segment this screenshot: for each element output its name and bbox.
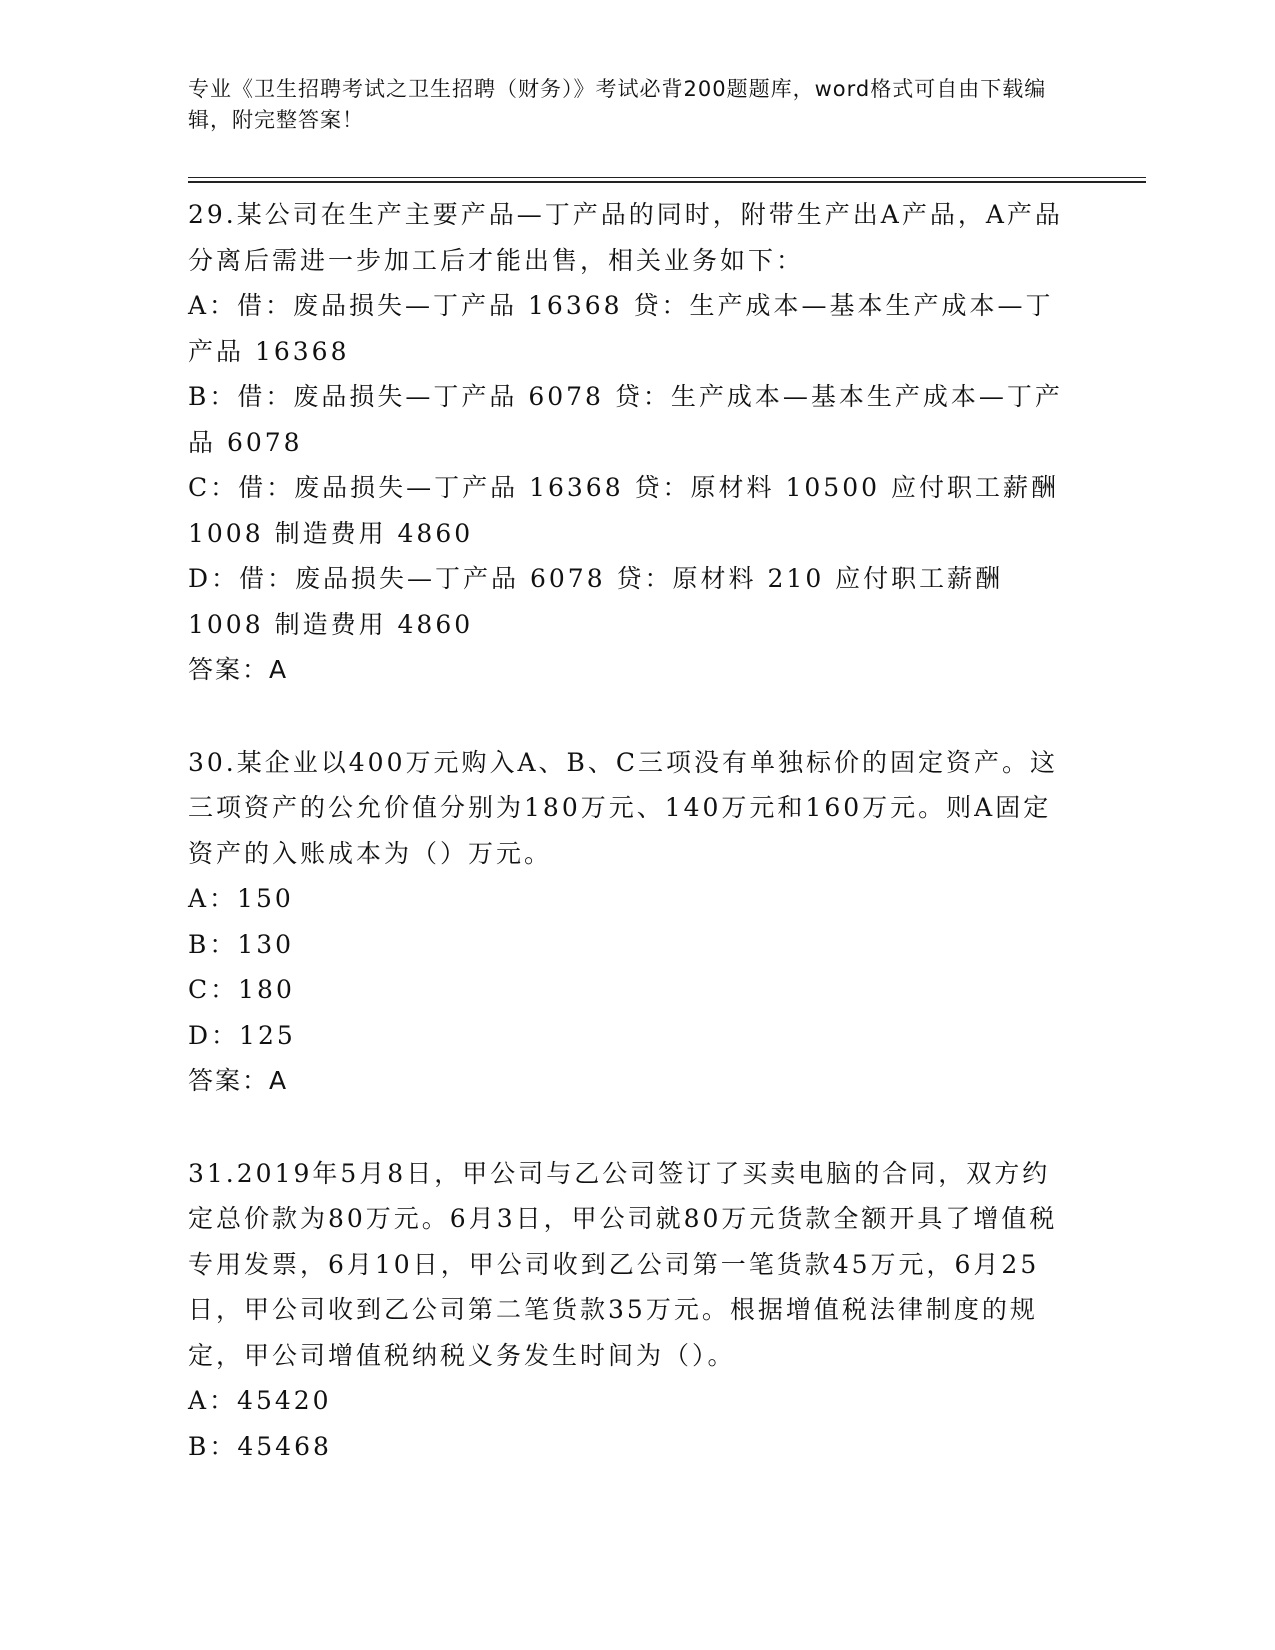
question-list (188, 192, 1078, 1516)
question-29 (188, 192, 1078, 693)
option-c: C：借：废品损失—丁产品 16368 贷：原材料 10500 应付职工薪酬 1008 制造费用 4860 (188, 473, 1059, 548)
option-b: B：借：废品损失—丁产品 6078 贷：生产成本—基本生产成本—丁产品 6078 (188, 382, 1063, 457)
option-c: C：180 (188, 975, 295, 1004)
question-stem: 30.某企业以400万元购入A、B、C三项没有单独标价的固定资产。这三项资产的公允价值分别为180万元、140万元和160万元。则A固定资产的入账成本为（）万元。 (188, 747, 1059, 868)
answer-line: 答案：A (188, 655, 289, 684)
option-a: A：150 (188, 884, 294, 913)
question-stem: 29.某公司在生产主要产品—丁产品的同时，附带生产出A产品，A产品分离后需进一步加工后才能出售，相关业务如下： (188, 200, 1063, 275)
header-rule-thin (188, 177, 1146, 178)
question-30 (188, 740, 1078, 1104)
option-b: B：130 (188, 929, 295, 959)
option-d: D：借：废品损失—丁产品 6078 贷：原材料 210 应付职工薪酬 1008 制造费用 4860 (188, 564, 1004, 639)
option-a: A：45420 (188, 1386, 332, 1415)
answer-line: 答案：A (188, 1066, 289, 1095)
option-b: B：45468 (188, 1431, 332, 1461)
question-stem: 31.2019年5月8日，甲公司与乙公司签订了买卖电脑的合同，双方约定总价款为80万元。6月3日，甲公司就80万元货款全额开具了增值税专用发票，6月10日，甲公司收到乙公司第一笔货款45万元，6月25日，甲公司收到乙公司第二笔货款35万元。根据增值税法律制度的规定，甲公司增值税纳税义务发生时间为（）。 (188, 1158, 1058, 1370)
question-31 (188, 1151, 1078, 1470)
document-header: 专业《卫生招聘考试之卫生招聘（财务）》考试必背200题题库，word格式可自由下载编辑，附完整答案！ (188, 77, 1047, 132)
header-rule-thick (188, 181, 1146, 183)
option-a: A：借：废品损失—丁产品 16368 贷：生产成本—基本生产成本—丁产品 16368 (188, 291, 1054, 366)
option-d: D：125 (188, 1020, 296, 1050)
